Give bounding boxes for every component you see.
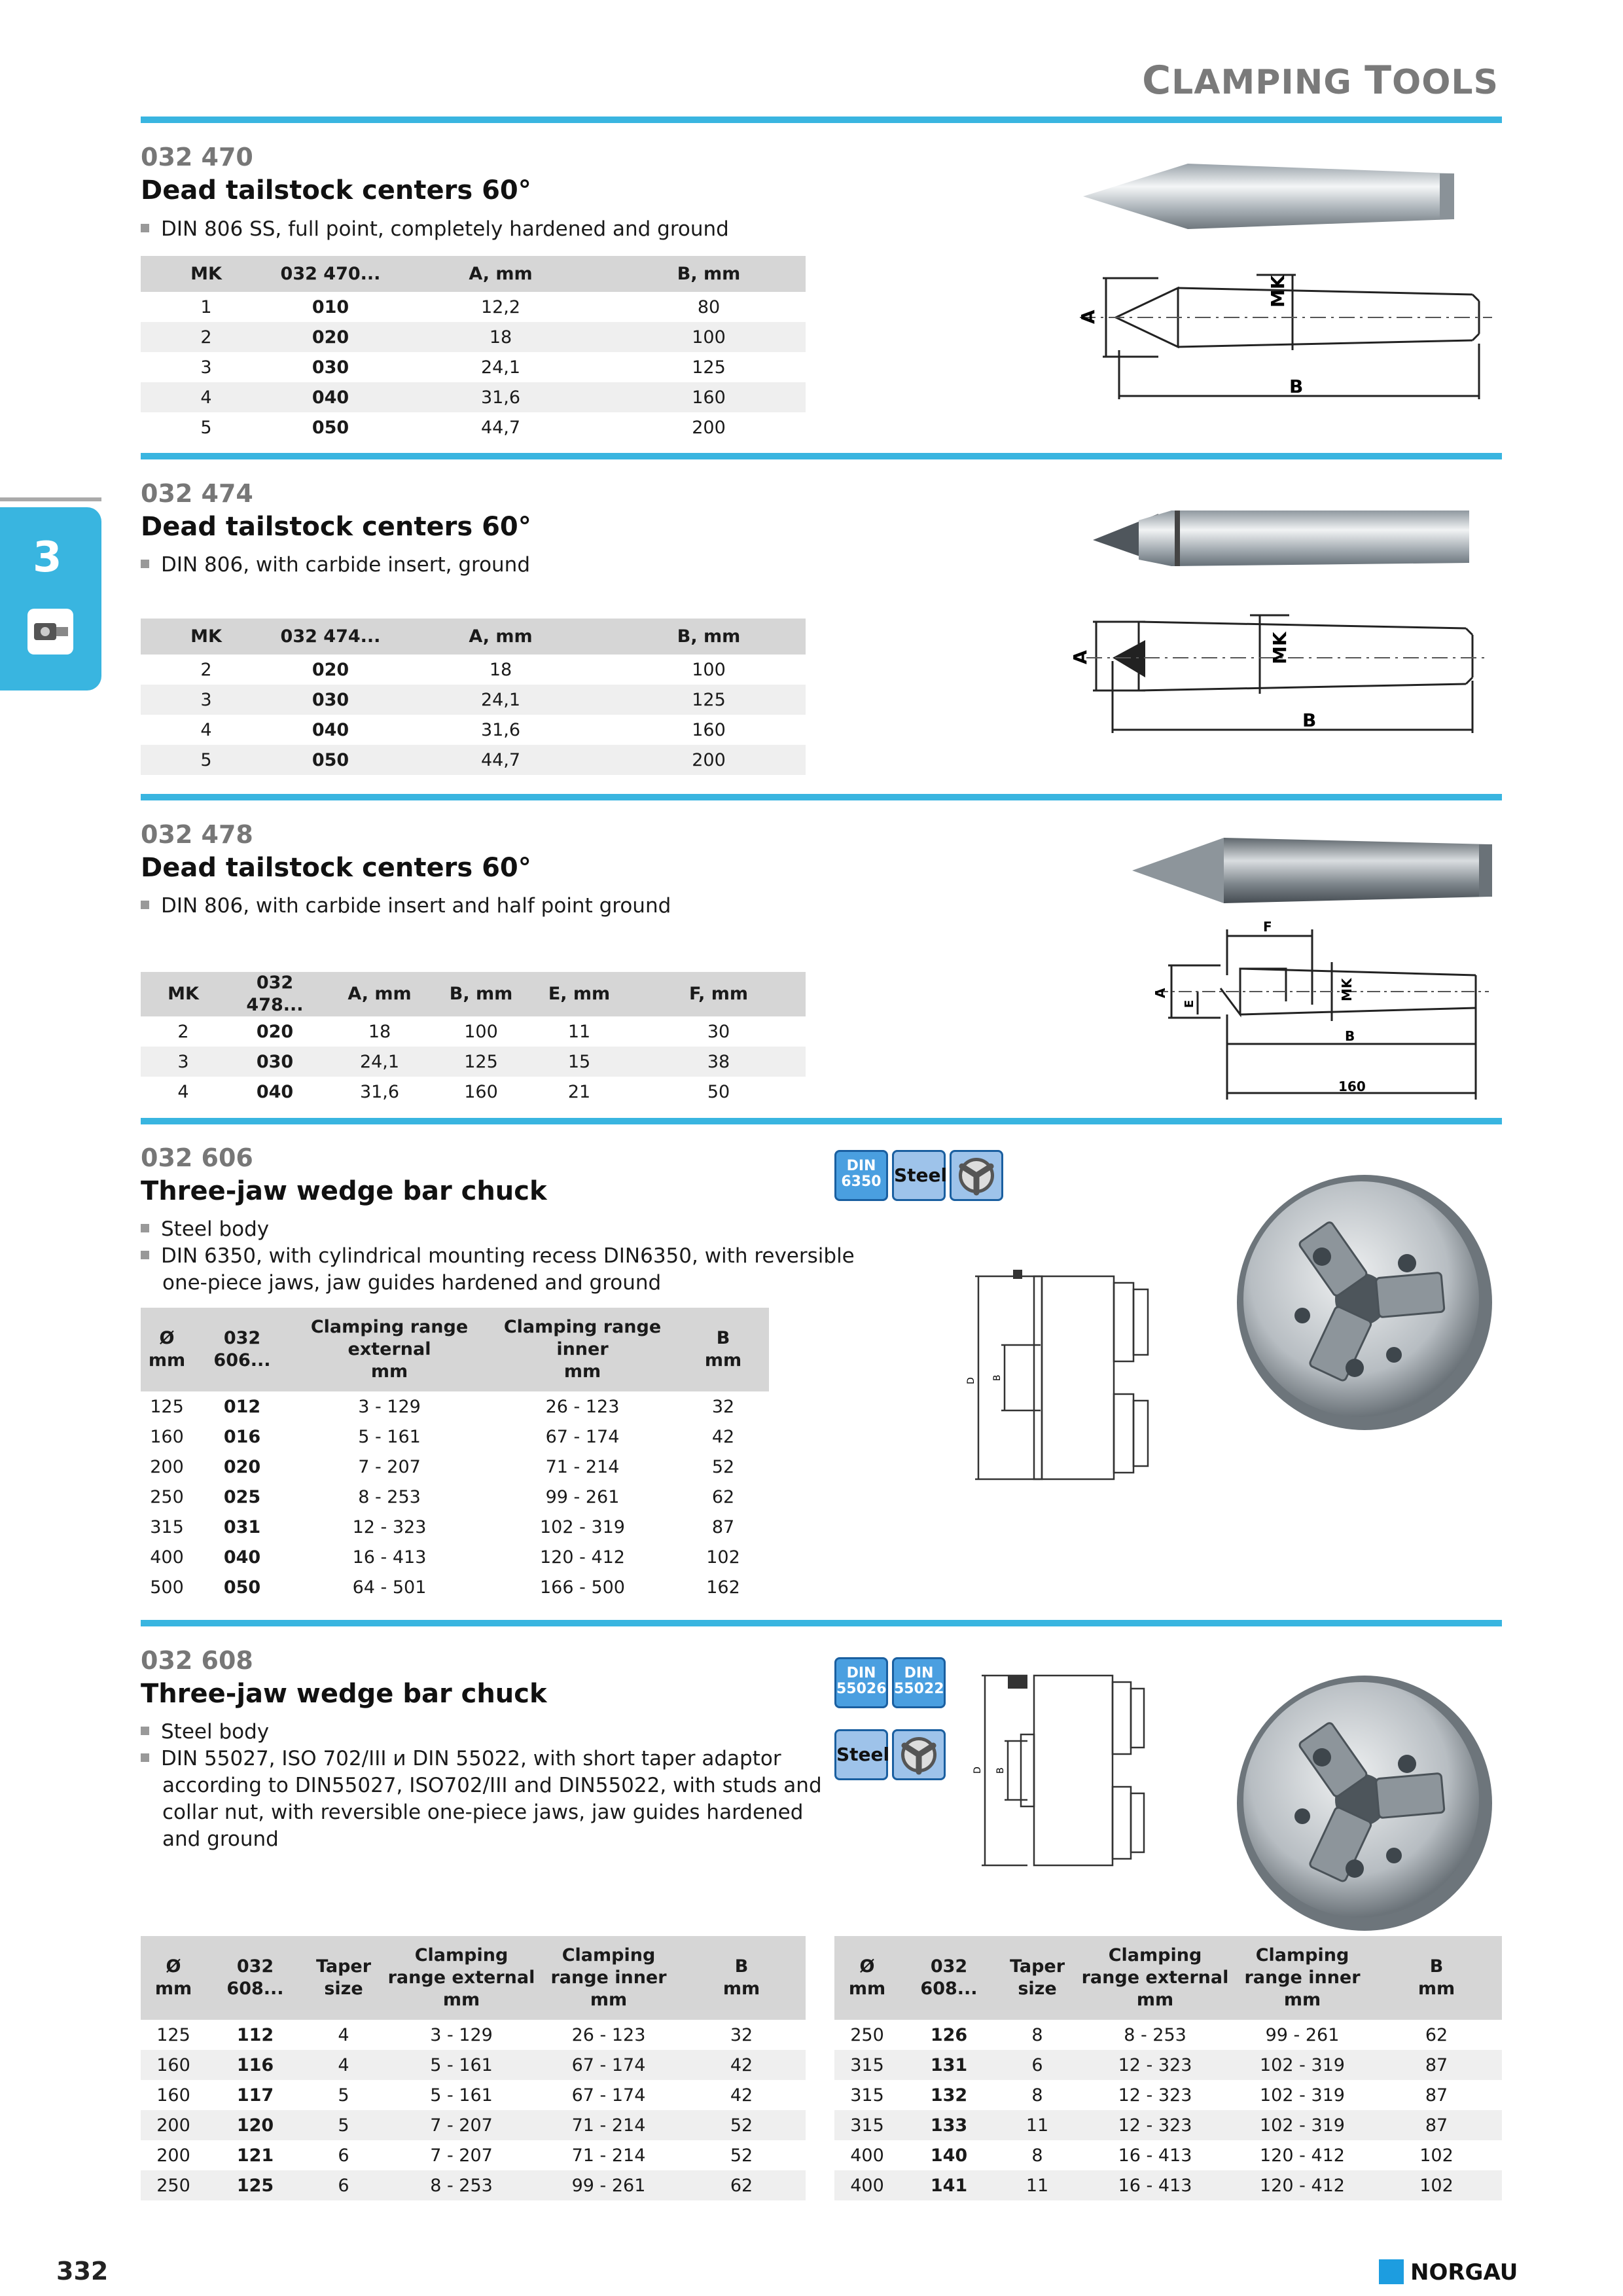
product-code: 032 606: [141, 1143, 253, 1172]
chapter-number: 3: [33, 533, 62, 582]
product-title: Dead tailstock centers 60°: [141, 175, 531, 206]
dim-label-b: B: [1345, 1028, 1355, 1044]
product-feature: DIN 6350, with cylindrical mounting recess DIN6350, with reversible: [141, 1243, 855, 1270]
dim-label-d: D: [966, 1377, 976, 1384]
chuck-side-drawing: [962, 1263, 1171, 1486]
dim-label-b: B: [995, 1767, 1006, 1774]
section-divider: [141, 794, 1502, 800]
dim-label-b: B: [1289, 376, 1304, 397]
steel-badge: Steel: [834, 1729, 888, 1780]
product-code: 032 474: [141, 479, 253, 508]
table-row: 2 020 18 100: [141, 322, 806, 352]
product-feature: DIN 806 SS, full point, completely hardened and ground: [141, 216, 729, 243]
table-row: 200 121 6 7 - 207 71 - 214 52: [156, 2145, 753, 2166]
table-row: 400 140 8 16 - 413 120 - 412 102: [850, 2145, 1454, 2166]
table-row: 3 030 24,1 125 15 38: [141, 1047, 806, 1077]
table-row: 400 040 16 - 413 120 - 412 102: [150, 1547, 740, 1568]
side-tab-divider: [0, 497, 101, 501]
page-number: 332: [56, 2257, 109, 2286]
section-divider: [141, 117, 1502, 123]
table-row: 1 010 12,2 80: [200, 296, 721, 317]
chuck-photo: [1230, 1672, 1499, 1934]
table-row: 4 040 31,6 160: [141, 382, 806, 412]
product-code: 032 608: [141, 1646, 253, 1675]
spec-table: MK 032 478... A, mm B, mm E, mm F, mm 2 020 18 100 11 30 3 030 24,1 125 15 38 4 040 31,6 160 21 50: [141, 972, 806, 1107]
product-title: Three-jaw wedge bar chuck: [141, 1679, 547, 1709]
product-feature: Steel body: [141, 1216, 269, 1243]
spec-table: MK 032 470... A, mm B, mm 1 010 12,2 80 2 020 18 100 3 030 24,1 125 4 040 31,6 160 5 050 44,7 200: [141, 256, 806, 442]
dim-label-a: A: [1069, 650, 1091, 664]
product-title: Dead tailstock centers 60°: [141, 512, 531, 542]
brand-logo-text: NORGAU: [1410, 2259, 1518, 2286]
table-row: 200 120 5 7 - 207 71 - 214 52: [141, 2110, 806, 2140]
table-row: 3 030 24,1 125: [200, 357, 726, 378]
product-code: 032 478: [141, 820, 253, 849]
table-row: 160 116 4 5 - 161 67 - 174 42: [141, 2050, 806, 2080]
product-feature: DIN 55027, ISO 702/III и DIN 55022, with short taper adaptor: [141, 1746, 781, 1772]
dim-label-mk: MK: [1339, 978, 1355, 1001]
dim-label-a: A: [1077, 310, 1099, 324]
dim-label-b: B: [1302, 709, 1317, 731]
din-6350-badge: DIN 6350: [834, 1150, 888, 1201]
product-title: Dead tailstock centers 60°: [141, 853, 531, 883]
dimension-drawing: [1060, 602, 1492, 740]
table-row: 315 133 11 12 - 323 102 - 319 87: [834, 2110, 1502, 2140]
din-55026-badge: DIN 55026: [834, 1657, 888, 1708]
spec-table: Ø mm 032 606... Clamping range external mm Clamping range inner mm B mm 125 012 3 - 129 26 - 123 32 160 016 5 - 161 67 - 174 42 200 020 7 - 207 71 - 214 52 250 025 8 - 253 99 - 261 62 315 031 12 - 323 102 - 319 87 400 040 16 - 413 120 - 412 102 500 050 64 - 501 166 - 500 162: [141, 1308, 769, 1602]
din-55022-badge: DIN 55022: [892, 1657, 946, 1708]
table-row: 250 025 8 - 253 99 - 261 62: [150, 1486, 735, 1507]
product-feature: DIN 806, with carbide insert and half point ground: [141, 893, 671, 920]
table-row: 500 050 64 - 501 166 - 500 162: [150, 1577, 740, 1598]
table-row: 160 016 5 - 161 67 - 174 42: [150, 1426, 735, 1447]
dim-label-d: D: [972, 1767, 983, 1774]
table-row: 4 040 31,6 160 21 50: [177, 1081, 730, 1102]
spec-table: MK 032 474... A, mm B, mm 2 020 18 100 3 030 24,1 125 4 040 31,6 160 5 050 44,7 200: [141, 619, 806, 775]
table-row: 5 050 44,7 200: [200, 417, 726, 438]
section-divider: [141, 1118, 1502, 1124]
tailstock-center-photo: [1086, 494, 1479, 573]
spec-table-left: Ø mm 032 608... Taper size Clamping range external mm Clamping range inner mm B mm 125 112 4 3 - 129 26 - 123 32 160 116 4 5 - 161 67 - 174 42 160 117 5 5 - 161 67 - 174 42 200 120 5 7 - 207 71 - 214 52 200 121 6 7 - 207 71 - 214 52 250 125 6 8 - 253 99 - 261 62: [141, 1936, 806, 2200]
dim-label-160: 160: [1338, 1079, 1366, 1094]
table-row: 4 040 31,6 160: [200, 719, 726, 740]
table-row: 250 125 6 8 - 253 99 - 261 62: [141, 2170, 806, 2200]
dim-label-mk: MK: [1267, 275, 1289, 308]
product-feature: Steel body: [141, 1719, 269, 1746]
table-row: 315 031 12 - 323 102 - 319 87: [150, 1516, 735, 1537]
product-feature: and ground: [162, 1827, 279, 1851]
brand-logo-mark: [1379, 2259, 1404, 2284]
dim-label-b: B: [992, 1374, 1003, 1381]
three-jaw-icon: [950, 1150, 1003, 1201]
section-divider: [141, 453, 1502, 459]
table-row: 3 030 24,1 125: [141, 685, 806, 715]
table-row: 250 126 8 8 - 253 99 - 261 62: [850, 2024, 1448, 2045]
dim-label-mk: MK: [1269, 632, 1291, 664]
chuck-icon: [27, 609, 73, 655]
table-row: 5 050 44,7 200: [141, 745, 806, 775]
product-feature: according to DIN55027, ISO702/III and DIN55022, with studs and: [162, 1774, 822, 1797]
product-feature: one-piece jaws, jaw guides hardened and ground: [162, 1271, 662, 1295]
product-title: Three-jaw wedge bar chuck: [141, 1176, 547, 1206]
table-row: 200 020 7 - 207 71 - 214 52: [150, 1456, 735, 1477]
table-row: 160 117 5 5 - 161 67 - 174 42: [156, 2085, 753, 2106]
table-row: 315 131 6 12 - 323 102 - 319 87: [834, 2050, 1502, 2080]
chuck-side-drawing: [969, 1662, 1165, 1878]
chuck-photo: [1230, 1172, 1499, 1433]
dim-label-a: A: [1152, 988, 1168, 998]
product-feature: DIN 806, with carbide insert, ground: [141, 552, 530, 579]
dim-label-f: F: [1263, 919, 1272, 935]
table-row: 125 012 3 - 129 26 - 123 32: [150, 1396, 735, 1417]
table-row: 315 132 8 12 - 323 102 - 319 87: [850, 2085, 1448, 2106]
spec-table-right: Ø mm 032 608... Taper size Clamping range external mm Clamping range inner mm B mm 250 126 8 8 - 253 99 - 261 62 315 131 6 12 - 323 102 - 319 87 315 132 8 12 - 323 102 - 319 87 315 133 11 12 - 323 102 - 319 87 400 140 8 16 - 413 120 - 412 102 400 141 11 16 - 413 120 - 412 102: [834, 1936, 1502, 2200]
tailstock-center-photo: [1073, 151, 1466, 242]
dimension-drawing: [1041, 259, 1499, 409]
table-row: 2 020 18 100 11 30: [177, 1021, 730, 1042]
product-feature: collar nut, with reversible one-piece jaws, jaw guides hardened: [162, 1801, 804, 1824]
table-row: 125 112 4 3 - 129 26 - 123 32: [156, 2024, 753, 2045]
section-divider: [141, 1620, 1502, 1626]
tailstock-center-photo: [1126, 828, 1499, 913]
three-jaw-icon: [892, 1729, 946, 1780]
page-header-title: CLAMPING TOOLS: [1142, 58, 1499, 103]
steel-badge: Steel: [892, 1150, 946, 1201]
table-row: 2 020 18 100: [200, 659, 726, 680]
dimension-drawing: [1142, 916, 1499, 1106]
table-row: 400 141 11 16 - 413 120 - 412 102: [834, 2170, 1502, 2200]
product-code: 032 470: [141, 143, 253, 171]
dim-label-e: E: [1183, 999, 1196, 1008]
